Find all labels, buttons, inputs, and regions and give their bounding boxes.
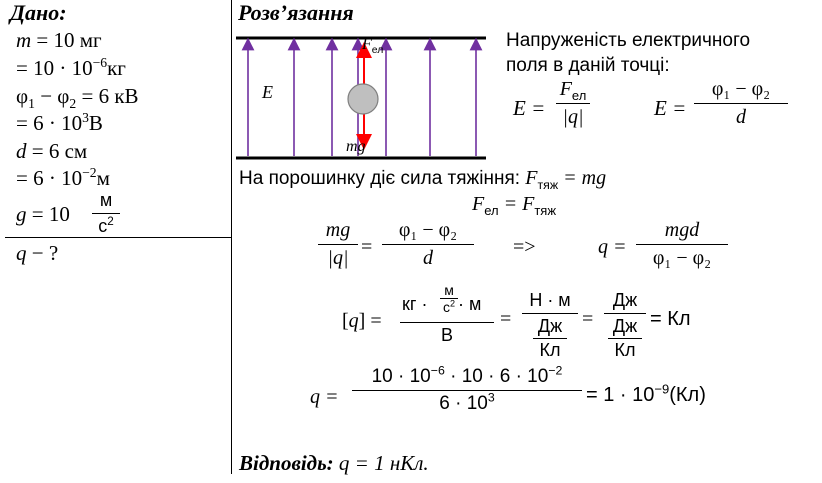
answer: Відповідь: q = 1 нКл. — [239, 451, 429, 475]
calc-result: = $1 \cdot 10^{-9}(Кл)$ — [586, 381, 706, 406]
eq2-fraction: φ₁ − φ₂ d — [694, 78, 788, 129]
implies-arrow: => — [513, 236, 536, 258]
given-distance-si: = $6 \cdot 10^{-2}м$ — [16, 165, 110, 190]
eq4-lhs: q = — [598, 236, 627, 258]
units-fraction-2: Н · м Дж Кл — [522, 290, 578, 361]
eq1-lhs: E = — [513, 96, 546, 120]
units-equals-2: = — [582, 308, 594, 330]
find-charge: q − ? — [16, 241, 59, 265]
eq3-right-fraction: φ₁ − φ₂ d — [382, 219, 474, 270]
given-potential-si: = $6 \cdot 10^3В$ — [16, 110, 103, 135]
eq3-left-fraction: mg |q| — [318, 219, 358, 270]
gravity-statement: На порошинку діє сила тяжіння: $F_{тяж}$ = mg — [239, 167, 607, 192]
given-potential-difference: $\varphi_1 - \varphi_2 = 6$ кВ — [16, 84, 139, 112]
given-gravity-unit: м $с^2$ — [92, 190, 120, 237]
eq3-equals: = — [361, 236, 373, 258]
eq4-fraction: mgd φ₁ − φ₂ — [636, 219, 728, 270]
given-mass-si: = $10 \cdot 10^{-6}кг$ — [16, 55, 126, 80]
column-divider — [231, 0, 232, 474]
units-fraction-3: Дж Дж Кл — [604, 290, 646, 361]
intro-line-1: Напруженість електричного — [506, 30, 751, 51]
units-fraction-1: кг · м $с^2$ · м В — [400, 282, 494, 346]
eq1-fraction: $F_{ел}$ |q| — [556, 78, 590, 129]
given-title: Дано: — [10, 0, 67, 25]
calc-fraction: $10 \cdot 10^{-6} \cdot 10 \cdot 6 \cdot 10^{-2}$ $6 \cdot 10^3$ — [352, 366, 582, 415]
force-balance: $F_{ел} = F_{тяж}$ — [472, 193, 557, 218]
field-label: E — [262, 82, 273, 102]
electric-force-label: $F_{ел}$ — [362, 36, 384, 57]
solution-title: Розв’язання — [238, 0, 354, 25]
calc-lhs: q = — [310, 386, 339, 408]
given-mass: m = 10 мг — [16, 28, 102, 52]
given-find-divider — [5, 237, 231, 238]
eq2-lhs: E = — [654, 96, 687, 120]
units-lhs: [q] = — [342, 310, 382, 332]
given-distance: d = 6 см — [16, 139, 88, 163]
dust-particle — [348, 84, 378, 114]
units-equals-1: = — [500, 308, 512, 330]
given-gravity: g = 10 — [16, 202, 70, 226]
gravity-force-label: mg — [346, 138, 366, 155]
intro-line-2: поля в даній точці: — [506, 55, 670, 76]
units-result: = Кл — [650, 308, 691, 330]
